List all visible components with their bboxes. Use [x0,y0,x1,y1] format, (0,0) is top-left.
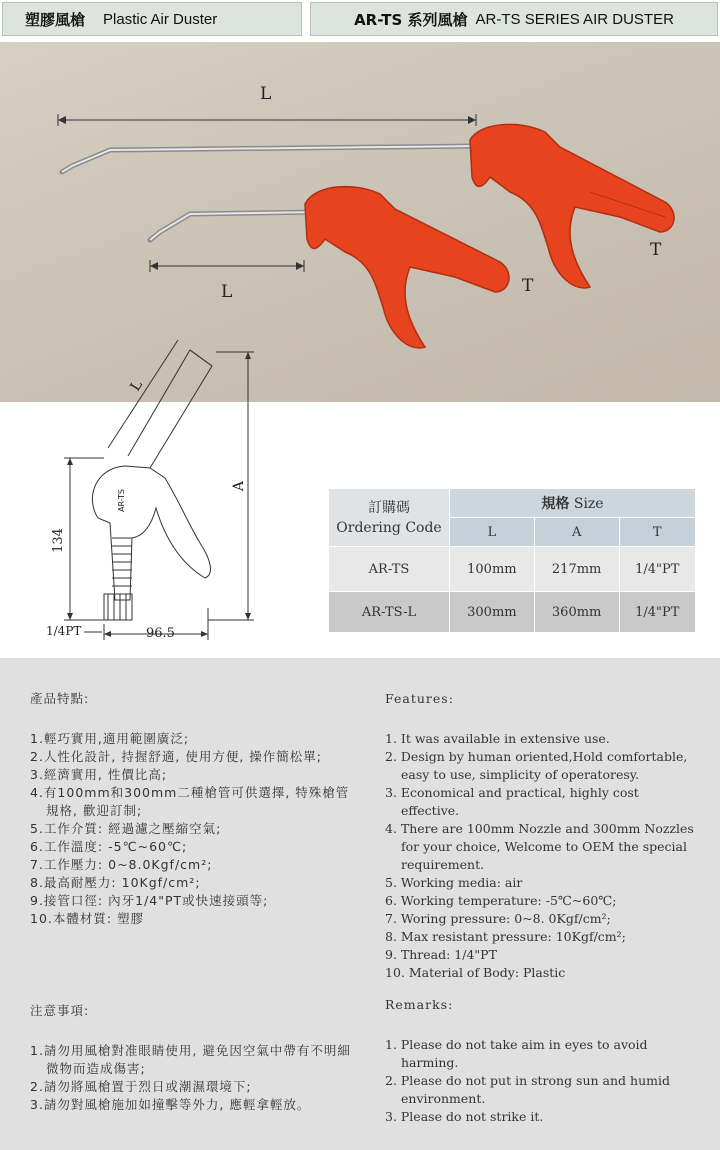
list-item: 3.經濟實用, 性價比高; [30,767,168,782]
size-header-en: Size [573,496,604,512]
header-right [310,2,718,36]
list-item: 6. Working temperature: -5℃~60℃; [385,893,617,908]
col-header-l: L [450,518,535,547]
size-header [450,489,696,518]
list-item: 3. Please do not strike it. [385,1109,544,1124]
list-item: 9. Thread: 1/4"PT [385,947,497,962]
cell-l: 300mm [450,592,535,633]
list-item: 1.輕巧實用,適用範圍廣泛; [30,731,190,746]
remarks-en [385,996,685,1126]
list-item: 2.人性化設計, 持握舒適, 使用方便, 操作簡松單; [30,749,322,764]
list-item: 9.接管口徑: 內牙1/4"PT或快速接頭等; [30,893,269,908]
drawing-dim-134: 134 [50,528,66,553]
photo-label-t-2: T [522,276,534,296]
list-item: 6.工作溫度: -5℃~60℃; [30,839,188,854]
cell-t: 1/4"PT [619,547,695,592]
list-item: 7. Woring pressure: 0~8. 0Kgf/cm²; [385,911,611,926]
remarks-en-title: Remarks: [385,997,454,1012]
cell-code: AR-TS [329,547,450,592]
ordering-code-header [329,489,450,547]
header-left [2,2,302,36]
list-item: 10. Material of Body: Plastic [385,965,566,980]
list-item: 7.工作壓力: 0~8.0Kgf/cm²; [30,857,213,872]
size-header-zh: 規格 [541,496,570,512]
features-zh-title: 產品特點: [30,691,90,706]
photo-label-l-short: L [221,282,233,302]
list-item: 2. Please do not put in strong sun and humid environment. [385,1073,670,1106]
list-item: 1.請勿用風槍對准眼睛使用, 避免因空氣中帶有不明細微物而造成傷害; [30,1043,351,1076]
list-item: 10.本體材質: 塑膠 [30,911,145,926]
table-row [329,547,696,592]
list-item: 1. Please do not take aim in eyes to avoid harming. [385,1037,648,1070]
drawing-dim-thread: 1/4PT [46,624,82,638]
list-item: 5.工作介質: 經過濾之壓縮空氣; [30,821,222,836]
table-row [329,592,696,633]
drawing-dim-a: A [231,480,248,492]
remarks-zh-title: 注意事項: [30,1003,90,1018]
ordering-code-zh: 訂購碼 [368,499,410,516]
header-series-en: AR-TS SERIES AIR DUSTER [475,10,674,28]
list-item: 5. Working media: air [385,875,523,890]
cell-a: 360mm [534,592,619,633]
cell-l: 100mm [450,547,535,592]
drawing-body-text: AR-TS [116,489,126,512]
technical-drawing [40,338,330,648]
ordering-code-en: Ordering Code [336,519,442,536]
cell-t: 1/4"PT [619,592,695,633]
header-title-en: Plastic Air Duster [103,10,218,28]
col-header-a: A [534,518,619,547]
list-item: 8. Max resistant pressure: 10Kgf/cm²; [385,929,626,944]
spec-table [328,488,696,633]
header-title-zh: 塑膠風槍 [25,10,86,29]
list-item: 4. There are 100mm Nozzle and 300mm Nozzles for your choice, Welcome to OEM the special requirement. [385,821,694,872]
features-zh [30,690,350,928]
drawing-dim-96-5: 96.5 [146,626,175,641]
list-item: 3. Economical and practical, highly cost effective. [385,785,639,818]
list-item: 8.最高耐壓力: 10Kgf/cm²; [30,875,201,890]
features-en [385,690,695,982]
list-item: 4.有100mm和300mm二種槍管可供選擇, 特殊槍管規格, 歡迎訂制; [30,785,350,818]
info-panel [0,658,720,1150]
photo-label-t-1: T [650,240,662,260]
list-item: 2.請勿將風槍置于烈日或潮濕環境下; [30,1079,252,1094]
header-series-zh: AR-TS 系列風槍 [354,10,468,29]
drawing-dim-l: L [127,377,146,395]
cell-code: AR-TS-L [329,592,450,633]
col-header-t: T [619,518,695,547]
cell-a: 217mm [534,547,619,592]
remarks-zh [30,1002,360,1114]
list-item: 2. Design by human oriented,Hold comfortable, easy to use, simplicity of operatoresy. [385,749,688,782]
photo-label-l-long: L [260,84,272,104]
features-en-title: Features: [385,691,454,706]
list-item: 1. It was available in extensive use. [385,731,610,746]
list-item: 3.請勿對風槍施加如撞擊等外力, 應輕拿輕放。 [30,1097,311,1112]
gun-outline-drawing-icon [40,338,330,648]
